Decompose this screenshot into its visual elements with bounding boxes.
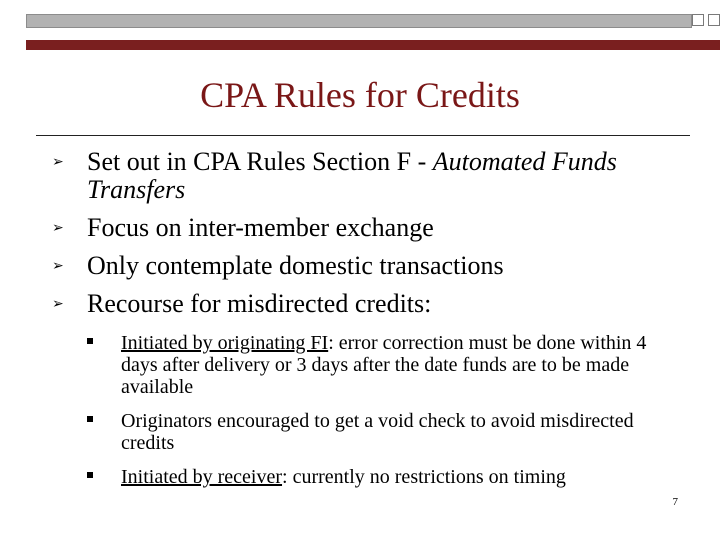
bullet-text: Recourse for misdirected credits: <box>87 289 432 318</box>
sub-bullet-text: Initiated by receiver: currently no restrictions on timing <box>121 466 566 488</box>
square-bullet-icon <box>87 416 93 422</box>
title-divider <box>36 135 690 136</box>
decorative-header-bar <box>26 14 720 36</box>
bullet-list <box>0 148 720 500</box>
bullet-item <box>0 290 720 318</box>
bullet-text: Set out in CPA Rules Section F - Automated Funds Transfers <box>87 147 617 204</box>
sub-bullet-item <box>0 466 720 488</box>
square-bullet-icon <box>87 338 93 344</box>
corner-square-icon <box>708 14 720 26</box>
arrowhead-bullet-icon: ➢ <box>52 220 64 236</box>
arrowhead-bullet-icon: ➢ <box>52 258 64 274</box>
sub-bullet-text: Originators encouraged to get a void check to avoid misdirected credits <box>121 410 634 454</box>
slide-title: CPA Rules for Credits <box>200 75 520 115</box>
bullet-item <box>0 214 720 242</box>
sub-bullet-text: Initiated by originating FI: error correction must be done within 4 days after delivery or 3 days after the date funds are to be made available <box>121 332 647 398</box>
bullet-item <box>0 148 720 204</box>
maroon-header-strip <box>26 40 720 50</box>
gray-header-strip <box>26 14 692 28</box>
corner-square-icon <box>692 14 704 26</box>
sub-bullet-item <box>0 332 720 398</box>
bullet-item <box>0 252 720 280</box>
arrowhead-bullet-icon: ➢ <box>52 296 64 312</box>
page-number: 7 <box>672 496 678 508</box>
square-bullet-icon <box>87 472 93 478</box>
arrowhead-bullet-icon: ➢ <box>52 154 64 170</box>
bullet-text: Focus on inter-member exchange <box>87 213 434 242</box>
sub-bullet-item <box>0 410 720 454</box>
bullet-text: Only contemplate domestic transactions <box>87 251 504 280</box>
